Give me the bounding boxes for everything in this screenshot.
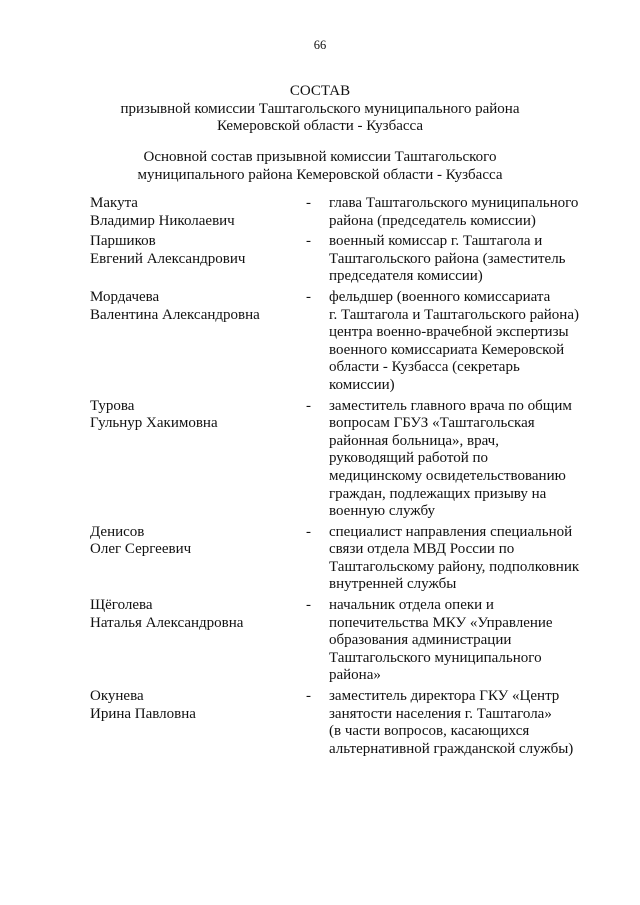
member-name bbox=[90, 688, 306, 723]
member-given-name: Евгений Александрович bbox=[90, 250, 246, 267]
member-given-name: Наталья Александровна bbox=[90, 614, 244, 631]
member-role-line: района (председатель комиссии) bbox=[329, 212, 536, 229]
member-role-line: комиссии) bbox=[329, 376, 395, 393]
member-role-line: центра военно-врачебной экспертизы bbox=[329, 324, 569, 341]
member-role-line: района» bbox=[329, 667, 381, 684]
member-role-line: альтернативной гражданской службы) bbox=[329, 740, 574, 757]
member-role-line: Таштагольского района (заместитель bbox=[329, 250, 566, 267]
member-role bbox=[329, 524, 600, 594]
member-given-name: Валентина Александровна bbox=[90, 306, 260, 323]
member-role-line: заместитель главного врача по общим bbox=[329, 397, 572, 414]
member-name bbox=[90, 398, 306, 433]
member-role-line: фельдшер (военного комиссариата bbox=[329, 288, 551, 305]
member-role bbox=[329, 688, 600, 758]
member-role-line: внутренней службы bbox=[329, 576, 457, 593]
member-role bbox=[329, 597, 600, 685]
member-role-line: (в части вопросов, касающихся bbox=[329, 723, 530, 740]
member-role bbox=[329, 398, 600, 521]
member-surname: Турова bbox=[90, 397, 135, 414]
member-name bbox=[90, 233, 306, 268]
member-role-line: связи отдела МВД России по bbox=[329, 541, 515, 558]
document-title bbox=[0, 83, 640, 136]
member-name bbox=[90, 524, 306, 559]
member-surname: Макута bbox=[90, 195, 138, 211]
member-row bbox=[90, 289, 600, 395]
member-role-line: занятости населения г. Таштагола» bbox=[329, 705, 552, 722]
member-role-line: медицинскому освидетельствованию bbox=[329, 467, 566, 484]
member-role bbox=[329, 289, 600, 395]
member-role-line: Таштагольского муниципального bbox=[329, 649, 542, 666]
member-given-name: Гульнур Хакимовна bbox=[90, 415, 218, 432]
member-separator: - bbox=[306, 523, 311, 540]
member-name bbox=[90, 289, 306, 324]
member-surname: Мордачева bbox=[90, 288, 160, 305]
member-role-line: попечительства МКУ «Управление bbox=[329, 614, 553, 631]
member-role-line: председателя комиссии) bbox=[329, 268, 483, 285]
member-role-line: заместитель директора ГКУ «Центр bbox=[329, 688, 560, 705]
member-role-line: начальник отдела опеки и bbox=[329, 597, 494, 614]
member-role-line: вопросам ГБУЗ «Таштагольская bbox=[329, 415, 535, 432]
member-separator: - bbox=[306, 195, 311, 211]
member-role bbox=[329, 195, 600, 230]
member-row bbox=[90, 233, 600, 286]
member-surname: Окунева bbox=[90, 688, 144, 705]
member-role-line: Таштагольскому району, подполковник bbox=[329, 558, 580, 575]
member-separator: - bbox=[306, 233, 311, 250]
member-role-line: специалист направления специальной bbox=[329, 523, 573, 540]
member-role-line: г. Таштагола и Таштагольского района) bbox=[329, 306, 579, 323]
member-row bbox=[90, 524, 600, 594]
member-separator: - bbox=[306, 397, 311, 414]
members-list bbox=[90, 195, 600, 761]
member-row bbox=[90, 398, 600, 521]
member-surname: Щёголева bbox=[90, 597, 153, 614]
member-row bbox=[90, 688, 600, 758]
member-row bbox=[90, 195, 600, 230]
member-role-line: военную службу bbox=[329, 503, 436, 520]
member-separator: - bbox=[306, 597, 311, 614]
member-role-line: граждан, подлежащих призыву на bbox=[329, 485, 547, 502]
subtitle-line-1: Основной состав призывной комиссии Таштагольского bbox=[143, 149, 497, 165]
member-name bbox=[90, 597, 306, 632]
title-line-2: Кемеровской области - Кузбасса bbox=[216, 118, 424, 135]
member-role-line: области - Кузбасса (секретарь bbox=[329, 359, 520, 376]
member-name bbox=[90, 195, 306, 230]
member-given-name: Ирина Павловна bbox=[90, 705, 196, 722]
member-given-name: Олег Сергеевич bbox=[90, 541, 192, 558]
member-role-line: глава Таштагольского муниципального bbox=[329, 195, 579, 211]
subtitle-line-2: муниципального района Кемеровской области - Кузбасса bbox=[137, 166, 503, 183]
member-role-line: военный комиссар г. Таштагола и bbox=[329, 233, 543, 250]
member-separator: - bbox=[306, 288, 311, 305]
member-role bbox=[329, 233, 600, 286]
member-given-name: Владимир Николаевич bbox=[90, 212, 235, 229]
member-role-line: районная больница», врач, bbox=[329, 432, 499, 449]
title-heading: СОСТАВ bbox=[289, 83, 351, 99]
member-role-line: образования администрации bbox=[329, 632, 512, 649]
member-role-line: военного комиссариата Кемеровской bbox=[329, 341, 565, 358]
member-surname: Денисов bbox=[90, 523, 145, 540]
member-surname: Паршиков bbox=[90, 233, 156, 250]
page-number: 66 bbox=[313, 38, 327, 52]
member-role-line: руководящий работой по bbox=[329, 450, 489, 467]
document-subtitle bbox=[0, 149, 640, 184]
member-row bbox=[90, 597, 600, 685]
title-line-1: призывной комиссии Таштагольского муниципального района bbox=[120, 100, 520, 117]
member-separator: - bbox=[306, 688, 311, 705]
